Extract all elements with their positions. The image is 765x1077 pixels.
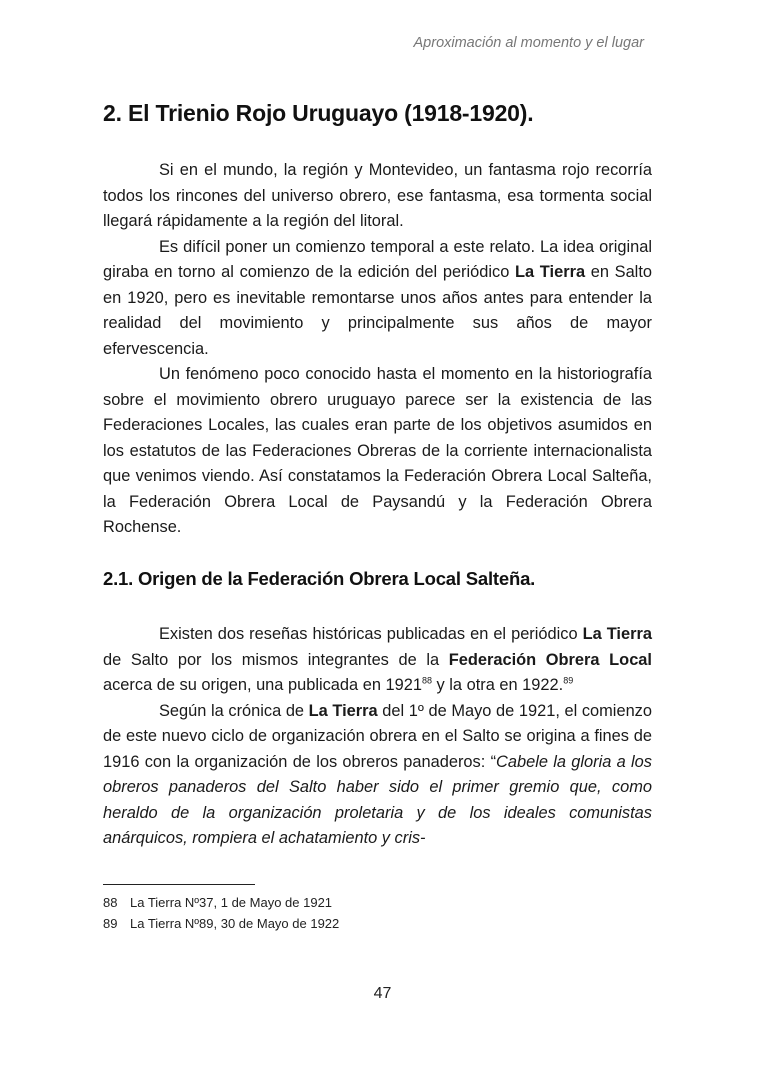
footnote [103, 913, 339, 934]
paragraph-text: y la otra en 1922. [431, 676, 564, 694]
periodical-title: La Tierra [582, 625, 652, 643]
footnote-number: 89 [103, 916, 118, 931]
footnote-text: La Tierra Nº37, 1 de Mayo de 1921 [130, 895, 333, 910]
section-1-body [103, 158, 652, 541]
paragraph [103, 699, 652, 852]
paragraph-text: Un fenómeno poco conocido hasta el momento en la historiografía sobre el movimiento obrero uruguayo parece ser la existencia de las Federaciones Locales, las cuales eran parte de los objetivos asumidos en los estatutos de las Federaciones Obreras de la corriente internacionalista que venimos viendo. Así constatamos la Federación Obrera Local Salteña, la Federación Obrera Local de Paysandú y la Federación Obrera Rochense. [103, 365, 652, 536]
paragraph-text: de Salto por los mismos integrantes de la [103, 650, 449, 669]
running-head: Aproximación al momento y el lugar [413, 35, 644, 51]
section-2-body [103, 622, 652, 852]
page-number: 47 [373, 985, 392, 1002]
footnote-number: 88 [103, 895, 118, 910]
paragraph-text: en Salto en 1920, pero es inevitable remontarse unos años antes para entender la realidad del movimiento y principalmente sus años de mayor efervescencia. [103, 263, 652, 358]
paragraph [103, 362, 652, 541]
footnotes [103, 892, 339, 934]
paragraph-text: del 1º de Mayo de 1921, el comienzo de este nuevo ciclo de organización obrera en el Salto se origina a fines de 1916 con la organización de los obreros panaderos: “ [103, 701, 652, 771]
footnote [103, 892, 339, 913]
paragraph-text: Es difícil poner un comienzo temporal a este relato. La idea original giraba en torno al comienzo de la edición del periódico [103, 237, 652, 281]
periodical-title: La Tierra [515, 263, 586, 281]
footnote-ref[interactable]: 89 [563, 675, 574, 686]
chapter-heading: 2. El Trienio Rojo Uruguayo (1918-1920). [103, 100, 534, 126]
footnote-text: La Tierra Nº89, 30 de Mayo de 1922 [130, 916, 340, 931]
section-heading: 2.1. Origen de la Federación Obrera Local Salteña. [103, 568, 536, 589]
paragraph [103, 158, 652, 235]
periodical-title: La Tierra [308, 701, 378, 720]
paragraph-text: acerca de su origen, una publicada en 1921 [103, 676, 422, 694]
paragraph-text: Existen dos reseñas históricas publicadas en el periódico [159, 625, 583, 643]
paragraph [103, 235, 652, 363]
organization-name: Federación Obrera Local [448, 650, 652, 669]
footnote-ref[interactable]: 88 [421, 675, 432, 686]
paragraph-text: Si en el mundo, la región y Montevideo, un fantasma rojo recorría todos los rincones del universo obrero, ese fantasma, esa tormenta social llegará rápidamente a la región del litoral. [103, 161, 652, 230]
paragraph-text: Según la crónica de [159, 701, 309, 720]
quotation: Cabele la gloria a los obreros panaderos del Salto haber sido el primer gremio que, como heraldo de la organización proletaria y de los ideales comunistas anárquicos, rompiera el achatamiento y cris- [103, 752, 652, 847]
footnote-divider [103, 884, 255, 885]
paragraph [103, 622, 652, 699]
